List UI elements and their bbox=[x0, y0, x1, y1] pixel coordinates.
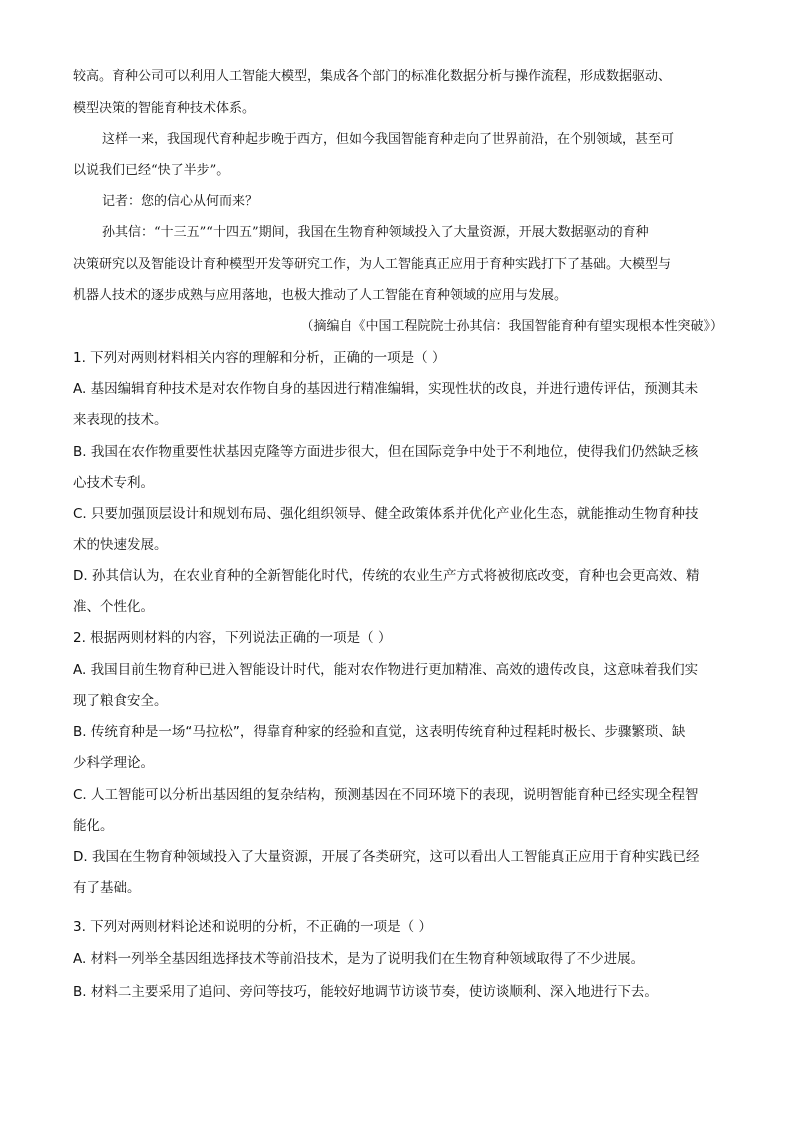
question-3-option-b: B. 材料二主要采用了追问、旁问等技巧，能较好地调节访谈节奏，使访谈顺利、深入地进行下去。 bbox=[73, 984, 658, 1000]
question-1-stem: 1. 下列对两则材料相关内容的理解和分析，正确的一项是（ ） bbox=[73, 350, 446, 366]
question-2-option-b-cont: 少科学理论。 bbox=[73, 755, 154, 771]
article-source: （摘编自《中国工程院院士孙其信：我国智能育种有望实现根本性突破》） bbox=[300, 319, 723, 334]
question-1-option-d: D. 孙其信认为，在农业育种的全新智能化时代，传统的农业生产方式将被彻底改变，育种也会更高效、精 bbox=[73, 568, 700, 584]
question-2-option-c-cont: 能化。 bbox=[73, 818, 114, 834]
article-line: 较高。育种公司可以利用人工智能大模型，集成各个部门的标准化数据分析与操作流程，形成数据驱动、 bbox=[73, 69, 672, 84]
question-1-option-c: C. 只要加强顶层设计和规划布局、强化组织领导、健全政策体系并优化产业化生态，就能推动生物育种技 bbox=[73, 506, 699, 522]
question-2-option-b: B. 传统育种是一场“马拉松”，得靠育种家的经验和直觉，这表明传统育种过程耗时极长、步骤繁琐、缺 bbox=[73, 724, 686, 740]
question-2-option-a: A. 我国目前生物育种已进入智能设计时代，能对农作物进行更加精准、高效的遗传改良，这意味着我们实 bbox=[73, 662, 699, 678]
article-line: 孙其信：“十三五”“十四五”期间，我国在生物育种领域投入了大量资源，开展大数据驱动的育种 bbox=[102, 225, 649, 240]
question-3-stem: 3. 下列对两则材料论述和说明的分析，不正确的一项是（ ） bbox=[73, 919, 432, 935]
question-1-option-c-cont: 术的快速发展。 bbox=[73, 537, 168, 553]
question-1-option-b: B. 我国在农作物重要性状基因克隆等方面进步很大，但在国际竞争中处于不利地位，使得我们仍然缺乏核 bbox=[73, 444, 699, 460]
question-1-option-b-cont: 心技术专利。 bbox=[73, 475, 154, 491]
question-2-option-c: C. 人工智能可以分析出基因组的复杂结构，预测基因在不同环境下的表现，说明智能育种已经实现全程智 bbox=[73, 787, 699, 803]
question-2-option-a-cont: 现了粮食安全。 bbox=[73, 693, 168, 709]
question-2-stem: 2. 根据两则材料的内容，下列说法正确的一项是（ ） bbox=[73, 630, 392, 646]
question-1-option-d-cont: 准、个性化。 bbox=[73, 599, 154, 615]
question-1-option-a: A. 基因编辑育种技术是对农作物自身的基因进行精准编辑，实现性状的改良，并进行遗传评估，预测其未 bbox=[73, 381, 699, 397]
article-line: 决策研究以及智能设计育种模型开发等研究工作，为人工智能真正应用于育种实践打下了基础。大模型与 bbox=[73, 257, 672, 272]
question-1-option-a-cont: 来表现的技术。 bbox=[73, 412, 168, 428]
article-line: 以说我们已经“快了半步”。 bbox=[73, 163, 230, 178]
article-line: 模型决策的智能育种技术体系。 bbox=[73, 101, 256, 116]
question-2-option-d-cont: 有了基础。 bbox=[73, 880, 141, 896]
question-3-option-a: A. 材料一列举全基因组选择技术等前沿技术，是为了说明我们在生物育种领域取得了不少进展。 bbox=[73, 951, 645, 967]
article-line: 机器人技术的逐步成熟与应用落地，也极大推动了人工智能在育种领域的应用与发展。 bbox=[73, 288, 568, 303]
article-line: 记者：您的信心从何而来？ bbox=[102, 194, 259, 209]
question-2-option-d: D. 我国在生物育种领域投入了大量资源，开展了各类研究，这可以看出人工智能真正应用于育种实践已经 bbox=[73, 849, 700, 865]
article-line: 这样一来，我国现代育种起步晚于西方，但如今我国智能育种走向了世界前沿，在个别领域，甚至可 bbox=[102, 132, 675, 147]
